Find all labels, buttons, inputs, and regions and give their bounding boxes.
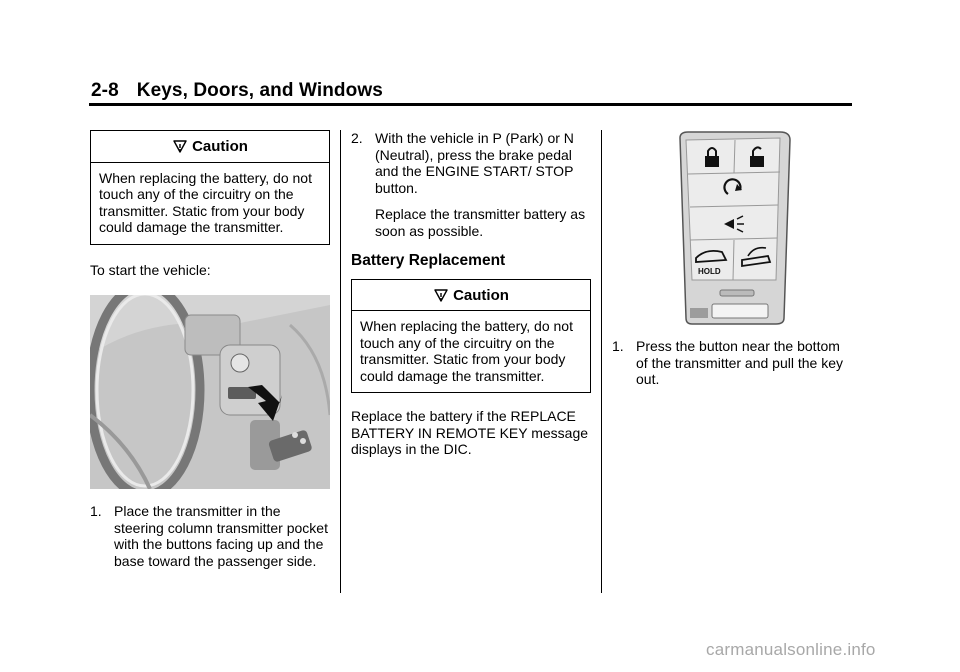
caution-title: Caution — [453, 286, 509, 304]
column-2 — [351, 130, 591, 458]
warning-icon — [433, 288, 449, 303]
step-1 — [90, 503, 330, 569]
unlock-icon — [750, 156, 764, 167]
section-title: Keys, Doors, and Windows — [136, 80, 383, 101]
column-divider — [340, 130, 341, 593]
battery-paragraph: Replace the battery if the REPLACE BATTERY IN REMOTE KEY message displays in the DIC. — [351, 408, 589, 457]
column-3 — [612, 130, 852, 388]
step-number: 2. — [351, 130, 363, 146]
hold-label: HOLD — [698, 267, 721, 276]
step-number: 1. — [90, 503, 102, 519]
caution-body: When replacing the battery, do not touch any of the circuitry on the transmitter. Static from your body could damage the transmitter. — [360, 318, 573, 384]
warning-icon — [172, 139, 188, 154]
key-fob-illustration — [662, 130, 802, 326]
lock-icon — [705, 156, 719, 167]
column-1 — [90, 130, 330, 569]
step-note: Replace the transmitter battery as soon as possible. — [375, 206, 586, 239]
step-2 — [351, 130, 591, 196]
caution-header — [91, 131, 329, 163]
watermark: carmanualsonline.info — [706, 640, 876, 659]
key-release-button — [712, 304, 768, 318]
intro-text: To start the vehicle: — [90, 261, 211, 278]
caution-title: Caution — [192, 138, 248, 155]
header-rule — [89, 103, 852, 106]
page-header — [91, 80, 383, 102]
column-divider — [601, 130, 602, 593]
caution-header — [352, 280, 590, 312]
step-text: Press the button near the bottom of the transmitter and pull the key out. — [636, 338, 843, 387]
caution-body: When replacing the battery, do not touch any of the circuitry on the transmitter. Static from your body could damage the transmitter. — [99, 169, 312, 235]
step-1 — [612, 338, 852, 388]
steering-column-photo — [90, 295, 330, 489]
page-number: 2-8 — [91, 80, 119, 101]
step-number: 1. — [612, 338, 624, 354]
caution-box — [351, 279, 591, 394]
step-text: Place the transmitter in the steering column transmitter pocket with the buttons facing up and the base toward the passenger side. — [114, 503, 328, 569]
section-heading: Battery Replacement — [351, 252, 506, 269]
step-text: With the vehicle in P (Park) or N (Neutral), press the brake pedal and the ENGINE START/ STOP button. — [375, 130, 574, 196]
caution-box — [90, 130, 330, 245]
